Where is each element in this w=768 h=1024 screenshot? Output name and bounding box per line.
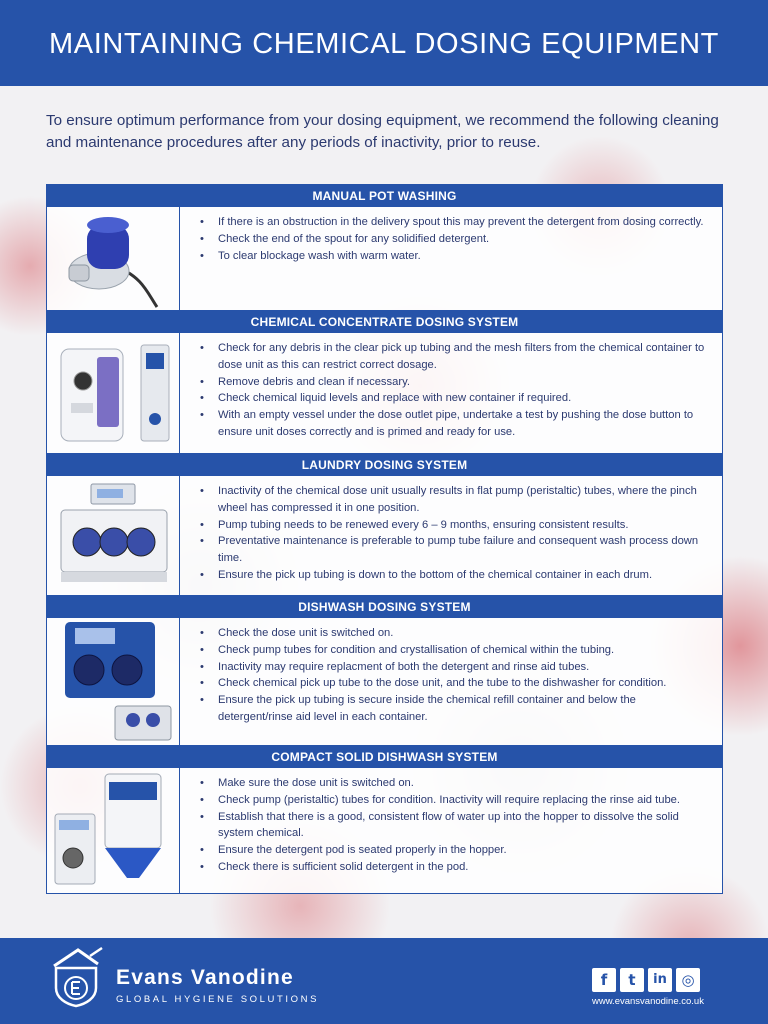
list-item: • With an empty vessel under the dose outlet pipe, undertake a test by pushing the dose button to ensure unit doses correctly and is primed and ready for use. (198, 407, 712, 441)
section-row-chemical-concentrate (47, 332, 722, 453)
pot-washing-dispenser-image (47, 207, 180, 310)
list-item: • To clear blockage wash with warm water. (198, 248, 712, 265)
list-item: • Ensure the pick up tubing is down to the bottom of the chemical container in each drum. (198, 567, 712, 584)
section-text-chemical-concentrate (180, 333, 722, 453)
concentrate-dosing-unit-image (47, 333, 180, 453)
laundry-dosing-unit-image (47, 476, 180, 595)
list-item: • Inactivity may require replacment of both the detergent and rinse aid tubes. (198, 659, 712, 676)
list-item: • Check the dose unit is switched on. (198, 625, 712, 642)
list-item: • Check pump tubes for condition and crystallisation of chemical within the tubing. (198, 642, 712, 659)
brand-name: Evans Vanodine (116, 966, 294, 989)
section-row-compact-solid-dishwash (47, 767, 722, 893)
list-item: • Check the end of the spout for any solidified detergent. (198, 231, 712, 248)
list-item: • Check for any debris in the clear pick up tubing and the mesh filters from the chemical container to dose unit as this can restrict correct dosage. (198, 340, 712, 374)
section-text-laundry (180, 476, 722, 595)
list-item: • Check chemical liquid levels and replace with new container if required. (198, 390, 712, 407)
list-item: • Make sure the dose unit is switched on. (198, 775, 712, 792)
evans-vanodine-logo-icon (48, 946, 104, 1008)
list-item: • Establish that there is a good, consistent flow of water up into the hopper to dissolve the solid system chemical. (198, 809, 712, 843)
list-item: • Ensure the detergent pod is seated properly in the hopper. (198, 842, 712, 859)
list-item: • Remove debris and clean if necessary. (198, 374, 712, 391)
linkedin-icon[interactable]: in (648, 968, 672, 992)
intro-paragraph: To ensure optimum performance from your dosing equipment, we recommend the following cleaning and maintenance procedures after any periods of inactivity, prior to reuse. (46, 112, 719, 151)
list-item: • Check pump (peristaltic) tubes for condition. Inactivity will require replacing the rinse aid tube. (198, 792, 712, 809)
page-header (0, 0, 768, 86)
list-item: • Pump tubing needs to be renewed every 6 – 9 months, ensuring consistent results. (198, 517, 712, 534)
list-item: • Check chemical pick up tube to the dose unit, and the tube to the dishwasher for condition. (198, 675, 712, 692)
list-item: • Inactivity of the chemical dose unit usually results in flat pump (peristaltic) tubes, where the pinch wheel has compressed it in one position. (198, 483, 712, 517)
section-row-manual-pot-washing (47, 206, 722, 310)
section-text-compact-solid-dishwash (180, 768, 722, 893)
list-item: • Check there is sufficient solid detergent in the pod. (198, 859, 712, 876)
section-row-laundry (47, 475, 722, 595)
section-title-compact-solid-dishwash: COMPACT SOLID DISHWASH SYSTEM (47, 745, 722, 767)
maintenance-table (46, 184, 723, 894)
section-row-dishwash (47, 617, 722, 745)
compact-solid-system-image (47, 768, 180, 893)
website-link[interactable]: www.evansvanodine.co.uk (592, 996, 704, 1007)
section-title-dishwash: DISHWASH DOSING SYSTEM (47, 595, 722, 617)
section-text-dishwash (180, 618, 722, 745)
section-title-laundry: LAUNDRY DOSING SYSTEM (47, 453, 722, 475)
instagram-icon[interactable]: ◎ (676, 968, 700, 992)
section-title-chemical-concentrate: CHEMICAL CONCENTRATE DOSING SYSTEM (47, 310, 722, 332)
social-links (592, 968, 700, 992)
dishwash-dosing-unit-image (47, 618, 180, 745)
list-item: • If there is an obstruction in the delivery spout this may prevent the detergent from dosing correctly. (198, 214, 712, 231)
section-text-manual-pot-washing (180, 207, 722, 310)
list-item: • Preventative maintenance is preferable to pump tube failure and consequent wash process down time. (198, 533, 712, 567)
list-item: • Ensure the pick up tubing is secure inside the chemical refill container and below the detergent/rinse aid level in each container. (198, 692, 712, 726)
page-title: MAINTAINING CHEMICAL DOSING EQUIPMENT (49, 28, 719, 60)
twitter-icon[interactable]: t (620, 968, 644, 992)
facebook-icon[interactable]: f (592, 968, 616, 992)
section-title-manual-pot-washing: MANUAL POT WASHING (47, 185, 722, 206)
brand-tagline: GLOBAL HYGIENE SOLUTIONS (116, 994, 320, 1005)
